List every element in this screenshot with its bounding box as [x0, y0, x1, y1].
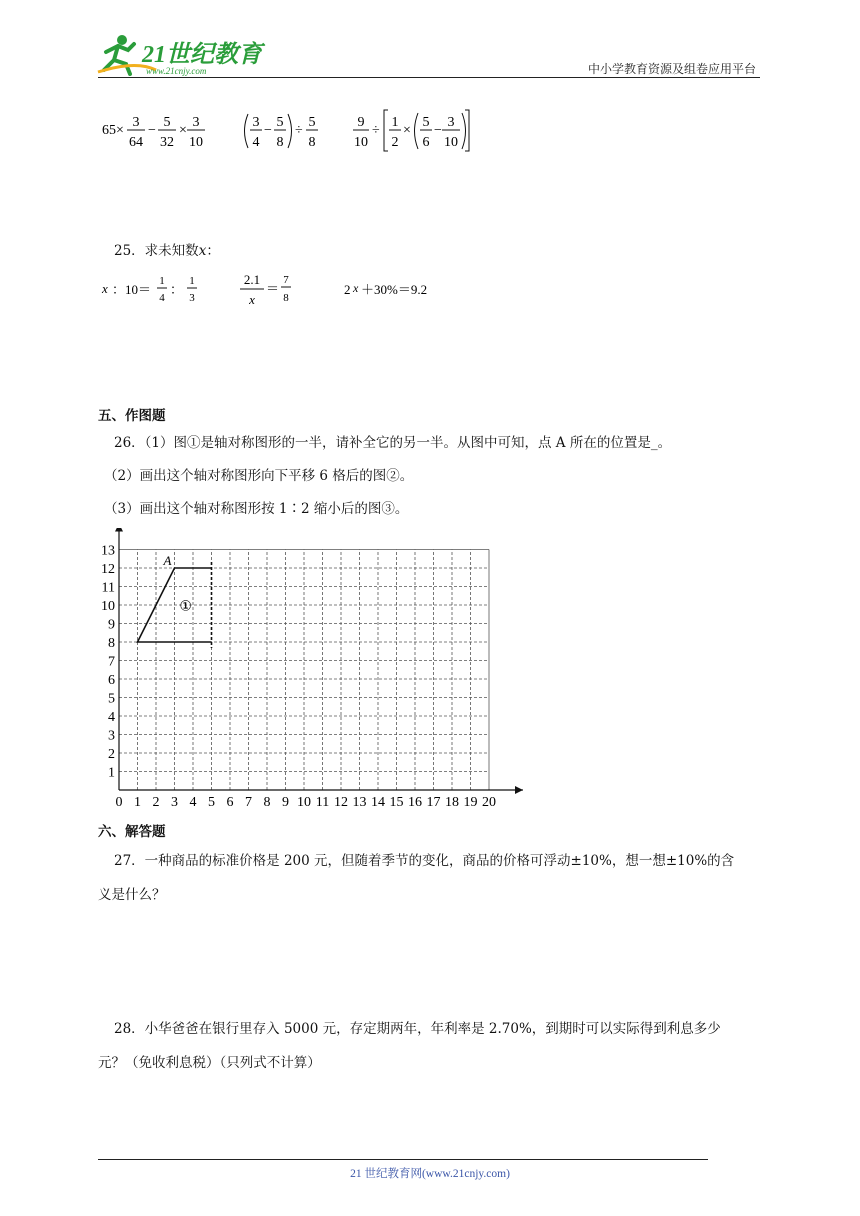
logo-url: www.21cnjy.com	[146, 66, 207, 76]
q25-equations	[98, 268, 478, 316]
svg-text:3: 3	[132, 115, 140, 130]
svg-text:−: −	[434, 123, 442, 138]
expression-3	[353, 110, 469, 151]
x-tick-label: 11	[315, 795, 330, 810]
y-tick-label: 2	[108, 747, 115, 762]
svg-text:10: 10	[354, 135, 368, 150]
svg-text:10: 10	[444, 135, 458, 150]
q26-part3: （3）画出这个轴对称图形按 1∶2 缩小后的图③。	[104, 501, 409, 517]
y-tick-label: 11	[101, 580, 115, 596]
svg-text:2: 2	[391, 135, 399, 150]
svg-text:5: 5	[276, 115, 284, 130]
y-tick-label: 3	[108, 728, 115, 744]
header-divider	[98, 77, 760, 78]
x-axis-arrow	[515, 786, 523, 794]
footer-text: 21 世纪教育网(www.21cnjy.com)	[350, 1168, 510, 1180]
x-tick-label: 9	[282, 795, 289, 810]
svg-text:3: 3	[447, 115, 455, 130]
y-tick-label: 5	[108, 691, 115, 707]
point-a-label: A	[163, 553, 172, 568]
x-tick-label: 6	[226, 795, 234, 810]
svg-text:2: 2	[344, 282, 351, 297]
svg-text:＝: ＝	[266, 281, 280, 296]
svg-text:5: 5	[422, 115, 430, 130]
svg-text:3: 3	[252, 115, 260, 130]
y-tick-label: 9	[108, 617, 115, 633]
svg-text:32: 32	[160, 135, 174, 150]
x-tick-label: 14	[371, 795, 385, 810]
svg-text:64: 64	[129, 135, 143, 150]
svg-text:x: x	[249, 292, 255, 307]
equation-2	[240, 272, 291, 307]
x-tick-label: 20	[482, 795, 496, 810]
y-tick-label: 8	[108, 636, 115, 651]
x-tick-label: 13	[352, 795, 367, 810]
q28-line1: 28．小华爸爸在银行里存入 5000 元，存定期两年，年利率是 2.70%，到期时可以实际得到利息多少	[114, 1021, 721, 1037]
svg-text:−: −	[148, 123, 156, 138]
header-platform-text: 中小学教育资源及组卷应用平台	[587, 62, 756, 76]
x-tick-label: 19	[463, 795, 478, 810]
y-tick-label: 7	[108, 654, 115, 670]
x-tick-label: 7	[245, 795, 252, 810]
x-tick-label: 4	[189, 795, 197, 810]
y-tick-label: 10	[101, 599, 115, 614]
svg-text:9: 9	[357, 115, 365, 130]
svg-text:8: 8	[276, 135, 284, 150]
svg-text:3: 3	[192, 115, 200, 130]
svg-text:65×: 65×	[102, 123, 124, 138]
svg-text:6: 6	[422, 135, 430, 150]
svg-text:：: ：	[170, 282, 184, 297]
svg-text:x: x	[353, 281, 359, 295]
svg-text:1: 1	[391, 115, 399, 130]
x-tick-label: 17	[426, 795, 441, 810]
q27-line1: 27．一种商品的标准价格是 200 元，但随着季节的变化，商品的价格可浮动±10%，想一想±10%的含	[114, 853, 735, 869]
svg-text:1: 1	[159, 275, 165, 287]
x-tick-label: 16	[408, 795, 422, 810]
x-tick-label: 12	[334, 795, 348, 810]
footer-divider	[98, 1159, 708, 1160]
y-tick-label: 12	[101, 562, 115, 577]
svg-text:8: 8	[283, 292, 289, 304]
q26-part1: 26．（1）图①是轴对称图形的一半，请补全它的另一半。从图中可知，点 A 所在的位置是_。	[114, 435, 672, 451]
x-tick-label: 10	[297, 795, 311, 810]
svg-text:x: x	[102, 281, 108, 296]
x-tick-label: 0	[115, 795, 123, 810]
shape-label: ①	[179, 599, 192, 615]
x-tick-label: 18	[445, 795, 459, 810]
expression-1	[102, 115, 205, 150]
q28-line2: 元？（免收利息税）（只列式不计算）	[98, 1055, 321, 1071]
q24-expressions	[98, 104, 498, 164]
svg-text:7: 7	[283, 274, 289, 286]
x-tick-label: 2	[152, 795, 160, 810]
expression-2	[245, 114, 319, 150]
svg-text:3: 3	[189, 292, 195, 304]
q26-part2: （2）画出这个轴对称图形向下平移 6 格后的图②。	[104, 468, 414, 484]
y-tick-label: 1	[108, 765, 115, 781]
svg-text:5: 5	[308, 115, 316, 130]
section-6-heading: 六、解答题	[98, 824, 166, 840]
svg-text:：10＝: ：10＝	[112, 282, 152, 297]
svg-text:×: ×	[403, 123, 411, 138]
coordinate-grid	[90, 528, 530, 820]
y-tick-label: 6	[108, 673, 115, 688]
y-tick-label: 13	[101, 543, 115, 559]
x-tick-label: 1	[134, 795, 141, 810]
svg-text:÷: ÷	[372, 123, 380, 138]
x-tick-label: 8	[263, 795, 271, 810]
svg-text:10: 10	[189, 135, 203, 150]
svg-text:5: 5	[163, 115, 171, 130]
svg-text:4: 4	[159, 292, 165, 304]
svg-text:4: 4	[252, 135, 260, 150]
equation-3	[344, 281, 427, 297]
svg-text:÷: ÷	[295, 123, 303, 138]
svg-text:8: 8	[308, 135, 316, 150]
svg-text:−: −	[264, 123, 272, 138]
q25-title: 25．求未知数x：	[114, 243, 220, 259]
q27-line2: 义是什么？	[98, 887, 166, 903]
logo-text: 21世纪教育	[142, 42, 262, 68]
svg-text:×: ×	[179, 123, 187, 138]
x-tick-label: 15	[389, 795, 404, 810]
svg-text:1: 1	[189, 275, 195, 287]
equation-1	[101, 275, 197, 304]
svg-text:＋30%＝9.2: ＋30%＝9.2	[361, 282, 428, 297]
x-tick-label: 3	[171, 795, 178, 810]
section-5-heading: 五、作图题	[98, 408, 166, 424]
x-tick-label: 5	[208, 795, 215, 810]
svg-text:2.1: 2.1	[243, 272, 261, 287]
site-logo	[96, 30, 266, 76]
y-tick-label: 4	[108, 710, 115, 725]
y-axis-arrow	[115, 528, 123, 532]
